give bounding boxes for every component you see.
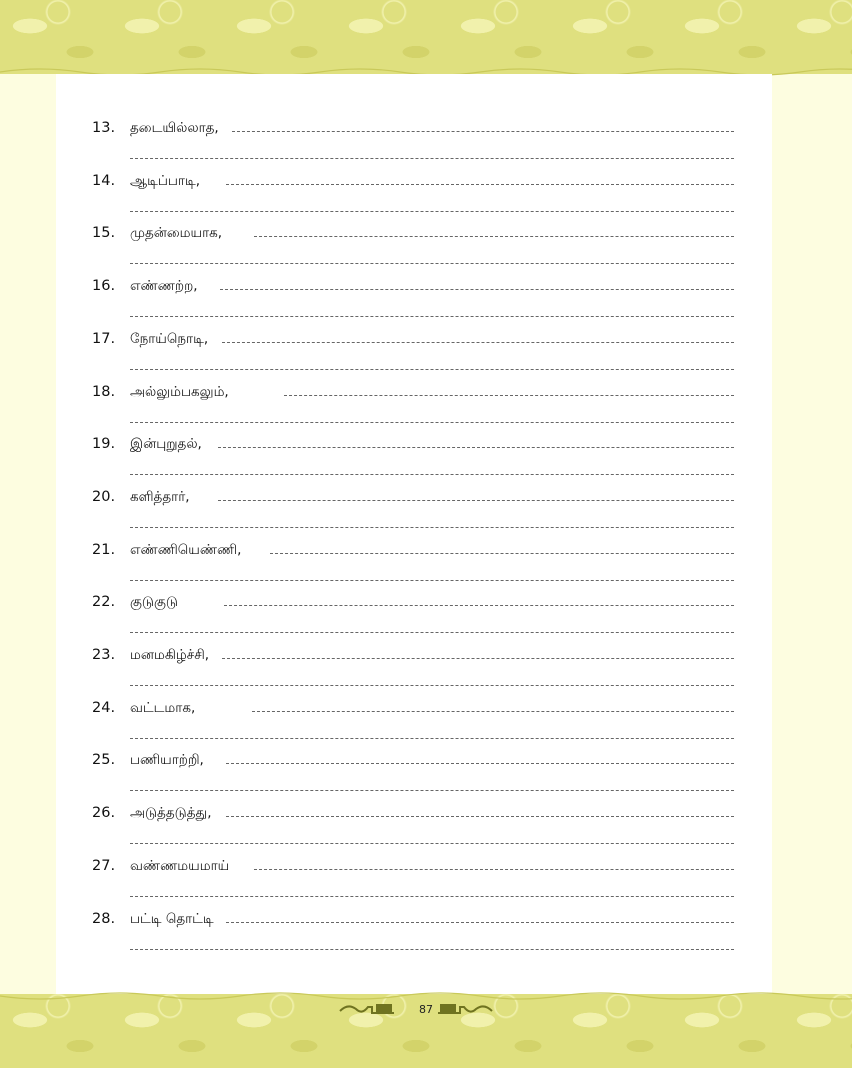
item-number: 25.: [92, 752, 116, 769]
tamil-word: பணியாற்றி,: [130, 752, 204, 769]
answer-line[interactable]: [130, 158, 734, 159]
item-number: 28.: [92, 910, 116, 927]
item-number: 27.: [92, 857, 116, 874]
answer-line[interactable]: [232, 131, 734, 132]
answer-line[interactable]: [222, 658, 734, 659]
item-number: 22.: [92, 594, 116, 611]
exercise-row: [92, 857, 734, 909]
tamil-word: எண்ணியெண்ணி,: [130, 541, 242, 558]
item-number: 26.: [92, 805, 116, 822]
exercise-row: [92, 751, 734, 803]
answer-line[interactable]: [130, 685, 734, 686]
answer-line[interactable]: [270, 553, 734, 554]
item-number: 14.: [92, 172, 116, 189]
item-number: 17.: [92, 330, 116, 347]
answer-line[interactable]: [130, 790, 734, 791]
item-number: 20.: [92, 488, 116, 505]
item-number: 21.: [92, 541, 116, 558]
tamil-word: முதன்மையாக,: [130, 225, 223, 242]
answer-line[interactable]: [220, 289, 734, 290]
exercise-row: [92, 488, 734, 540]
tamil-word: நோய்நொடி,: [130, 330, 209, 347]
exercise-row: [92, 330, 734, 382]
item-number: 16.: [92, 278, 116, 295]
answer-line[interactable]: [226, 763, 734, 764]
answer-line[interactable]: [130, 422, 734, 423]
answer-line[interactable]: [130, 896, 734, 897]
tamil-word: அடுத்தடுத்து,: [130, 805, 212, 822]
exercise-row: [92, 910, 734, 962]
tamil-word: மனமகிழ்ச்சி,: [130, 647, 210, 663]
answer-line[interactable]: [254, 869, 734, 870]
right-page-ornament-icon: [436, 1001, 494, 1017]
answer-line[interactable]: [130, 949, 734, 950]
exercise-row: [92, 804, 734, 856]
exercise-row: [92, 699, 734, 751]
answer-line[interactable]: [218, 500, 734, 501]
exercise-row: [92, 277, 734, 329]
answer-line[interactable]: [130, 211, 734, 212]
answer-line[interactable]: [130, 843, 734, 844]
answer-line[interactable]: [130, 527, 734, 528]
tamil-word: வண்ணமயமாய்: [130, 857, 230, 874]
answer-line[interactable]: [284, 395, 734, 396]
answer-line[interactable]: [130, 316, 734, 317]
exercise-row: [92, 646, 734, 698]
answer-line[interactable]: [222, 342, 734, 343]
tamil-word: களித்தார்,: [130, 488, 190, 505]
answer-line[interactable]: [226, 816, 734, 817]
answer-line[interactable]: [226, 184, 734, 185]
exercise-row: [92, 172, 734, 224]
answer-line[interactable]: [130, 580, 734, 581]
answer-line[interactable]: [130, 263, 734, 264]
tamil-word: தடையில்லாத,: [130, 120, 219, 136]
item-number: 23.: [92, 647, 116, 663]
answer-line[interactable]: [130, 369, 734, 370]
answer-line[interactable]: [130, 738, 734, 739]
answer-line[interactable]: [226, 922, 734, 923]
item-number: 18.: [92, 383, 116, 400]
tamil-word: அல்லும்பகலும்,: [130, 383, 229, 400]
tamil-word: பட்டி தொட்டி: [130, 910, 214, 927]
exercise-row: [92, 435, 734, 487]
exercise-row: [92, 383, 734, 435]
answer-line[interactable]: [224, 605, 734, 606]
page-number: 87: [419, 1003, 433, 1016]
tamil-word: ஆடிப்பாடி,: [130, 172, 200, 189]
item-number: 19.: [92, 436, 116, 453]
item-number: 13.: [92, 120, 116, 136]
tamil-word: இன்புறுதல்,: [130, 436, 202, 453]
answer-line[interactable]: [130, 474, 734, 475]
exercise-row: [92, 541, 734, 593]
answer-line[interactable]: [218, 447, 734, 448]
exercise-row: [92, 224, 734, 276]
answer-line[interactable]: [130, 632, 734, 633]
tamil-word: எண்ணற்ற,: [130, 278, 198, 295]
top-decorative-border: [0, 0, 852, 74]
answer-line[interactable]: [254, 236, 734, 237]
item-number: 15.: [92, 225, 116, 242]
tamil-word: வட்டமாக,: [130, 699, 196, 716]
answer-line[interactable]: [252, 711, 734, 712]
item-number: 24.: [92, 699, 116, 716]
tamil-word: குடுகுடு: [130, 594, 178, 611]
exercise-row: [92, 119, 734, 171]
exercise-row: [92, 593, 734, 645]
